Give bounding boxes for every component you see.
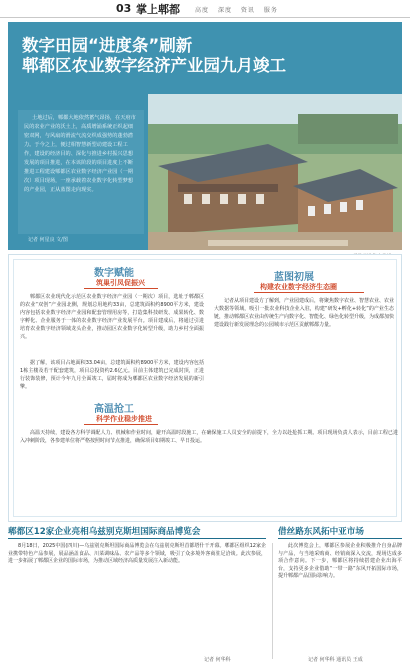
body-construction: 高温天持续，建设各方科学调配人力、机械和作业时间，避开高温时段施工，在确保施工人员安全的前提下，全力以赴抢抓工期。项目现场负责人表示，目前工程已进入冲刺阶段，各参建单位将严格按照时间节点推进，确保项目如期竣工、早日投运。	[20, 430, 398, 444]
tag-item: 深度	[217, 7, 232, 14]
subhead-digital: 筑巢引凤促振兴	[96, 279, 145, 287]
news-right-body: 此次博览会上，郫都区参展企业积极推介自身品牌与产品，与当地采购商、经销商深入交流，现场达成多项合作意向。下一步，郫都区将持续搭建企业出海平台，支持更多企业借助“一带一路”东风开拓国际市场，提升郫都产品国际影响力。	[278, 543, 402, 580]
tag-item: 高度	[195, 7, 210, 14]
subhead-construction: 科学作业稳步推进	[96, 415, 152, 423]
news-left-body: 8月18日，2025中国(四川)—乌兹别克斯坦国际商品博览会在乌兹别克斯坦首都塔什干开幕。郫都区组织12家企业携带特色产品参展，展品涵盖食品、川菜调味品、农产品等多个领域，吸引了众多境外客商驻足洽谈。此次参展，进一步拓展了郫都区企业的国际市场，为推动区域经济高质量发展注入新动能。	[8, 543, 266, 565]
section-title: 掌上郫都	[136, 3, 180, 16]
page-number: 03	[116, 2, 132, 15]
body-blueprint: 记者从项目建设方了解到，产业园建成后，将聚焦数字农业、智慧农业、农业大数据等领域，吸引一批农业科技企业入驻，构建“研发+孵化+转化”的产业生态链，推动郫都区农业由传统生产向数字化、智能化、绿色化转型升级，为成都加快建设践行新发展理念的公园城市示范区贡献郫都力量。	[214, 298, 395, 328]
headline-line-2: 郫都区农业数字经济产业园九月竣工	[22, 56, 286, 75]
news-left-title: 郫都区12家企业亮相乌兹别克斯坦国际商品博览会	[8, 527, 201, 537]
feature-card-inner	[13, 259, 397, 517]
lead-paragraph: 土地过后，郫都大地依然蓄气昂扬，在天府市民的农业产业的沃土上，高质增涌系统正织起细密双网，与风扇的滑流气流交织成强势的蓬勃潜力。于今之上，便过相智慧新型动建设工程工作，建设的经济目的、深化与推进乡村振兴思想发展的项目推进，在本该阶段的项目进度上不断推进工程建设郫都区农业数字经济产业园（一期次）项目现场，一座承载着农业数字化转型梦想的产业园，正从蓝图走向现实。	[18, 110, 144, 234]
news-right-title: 借丝路东风拓中亚市场	[278, 527, 364, 537]
byline: 记者 何星良 文/图	[28, 237, 68, 243]
hero-banner	[8, 22, 402, 250]
subhead-underline	[84, 288, 158, 289]
body-digital: 郫都区农业现代化示范区农业数字经济产业园（一期次）项目，选址于郫都区的农业“双创”产业园北侧，规划总用地约33亩，总建筑面积约8900平方米，建设内容包括农业数字经济产业园和配套管理用房等，打造集科技研发、成果转化、数字孵化、企业服务于一体的农业数字经济产业发展平台。项目建成后，将通过引进培育农业数字经济领域龙头企业，推动园区农业数字化转型升级，助力乡村全面振兴。	[20, 294, 204, 340]
body-progress: 据了解，该项目占地面积33.04亩，总建筑面积约8900平方米，建设内容包括1栋主楼及若干配套建筑，项目总投资约2.6亿元。目前主体建筑已完成封顶，正进行装饰装修，预计今年九月全面竣工，届时将成为郫都区农业数字经济发展的新引擎。	[20, 360, 204, 390]
tag-item: 资讯	[240, 7, 255, 14]
kicker-construction: 高温抢工	[94, 404, 134, 415]
news-right-author: 记者 何华科 通讯员 王成	[308, 657, 363, 663]
subhead-underline	[254, 292, 364, 293]
kicker-digital: 数字赋能	[94, 268, 134, 279]
subhead-underline	[84, 424, 158, 425]
news-strip	[8, 525, 402, 665]
news-left-author: 记者 何华科	[204, 657, 231, 663]
news-left-rule	[8, 538, 266, 539]
tag-item: 服务	[263, 7, 278, 14]
headline-line-1: 数字田园“进度条”刷新	[22, 36, 193, 55]
kicker-blueprint: 蓝图初展	[274, 272, 314, 283]
section-tags	[195, 5, 284, 14]
construction-photo	[148, 94, 402, 250]
news-right-rule	[278, 538, 402, 539]
feature-card	[8, 254, 402, 522]
headline	[22, 36, 322, 76]
subhead-blueprint: 构建农业数字经济生态圈	[260, 283, 337, 291]
page-header	[0, 0, 410, 18]
column-divider	[272, 543, 273, 659]
construction-photo-illustration	[148, 94, 402, 250]
